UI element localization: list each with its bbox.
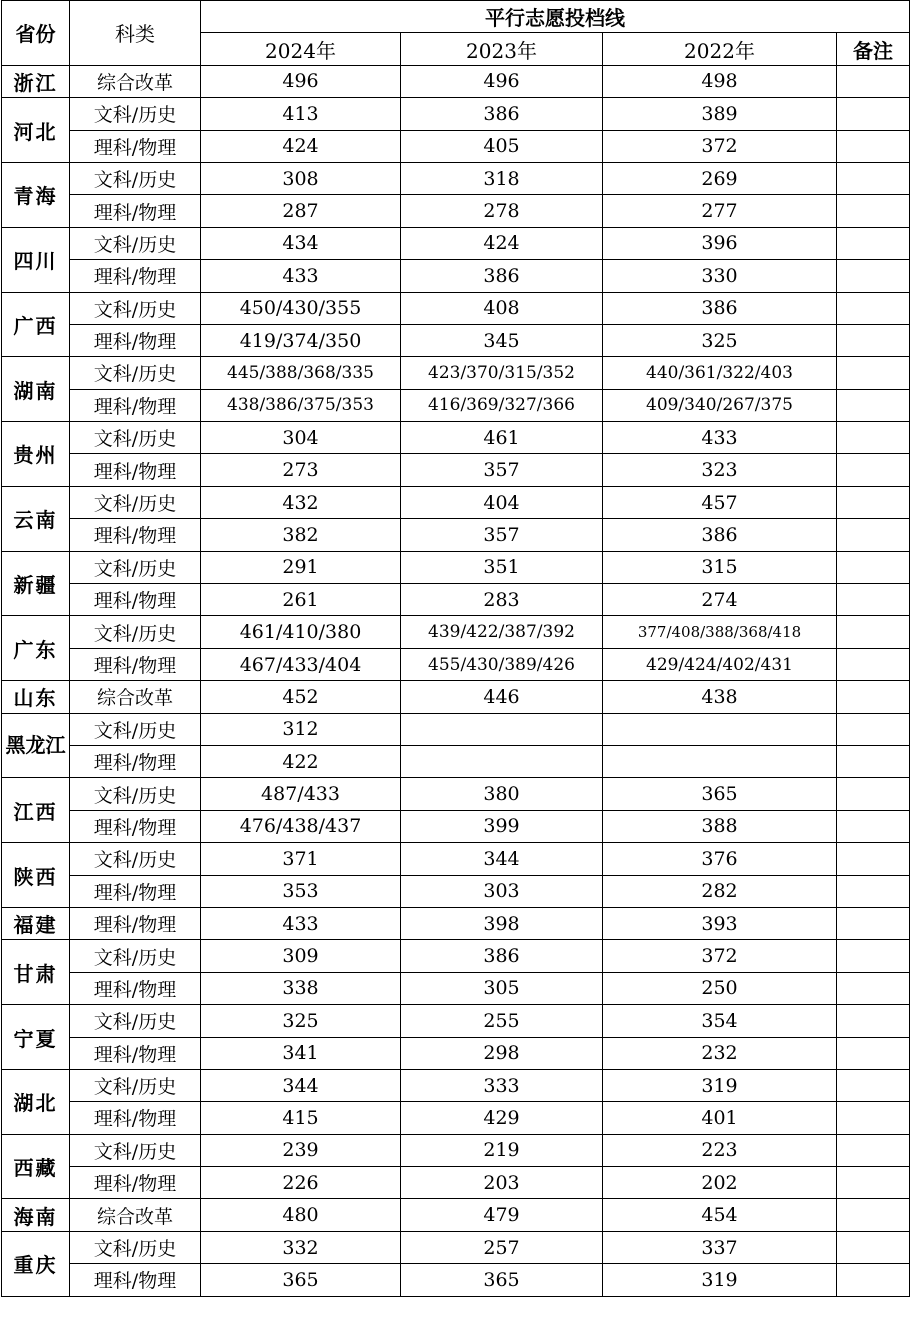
notes-cell (837, 745, 910, 777)
score-cell-2024: 496 (201, 65, 401, 97)
score-cell-2023: 496 (401, 65, 603, 97)
category-cell: 理科/物理 (70, 519, 201, 551)
score-cell-2024: 433 (201, 260, 401, 292)
category-cell: 理科/物理 (70, 1264, 201, 1296)
header-year-2024: 2024年 (201, 33, 401, 65)
score-cell-2022: 389 (603, 98, 837, 130)
score-cell-2024: 273 (201, 454, 401, 486)
table-row (2, 292, 910, 324)
notes-cell (837, 1199, 910, 1231)
score-cell-2022: 454 (603, 1199, 837, 1231)
notes-cell (837, 1037, 910, 1069)
header-row-1 (2, 1, 910, 33)
score-cell-2024: 432 (201, 486, 401, 518)
notes-cell (837, 357, 910, 389)
category-cell: 理科/物理 (70, 195, 201, 227)
score-cell-2022: 376 (603, 843, 837, 875)
score-cell-2024: 239 (201, 1134, 401, 1166)
table-row (2, 162, 910, 194)
notes-cell (837, 551, 910, 583)
province-cell: 湖北 (2, 1069, 70, 1134)
score-cell-2022: 440/361/322/403 (603, 357, 837, 389)
table-row (2, 1167, 910, 1199)
table-row (2, 98, 910, 130)
table-row (2, 1231, 910, 1263)
score-cell-2022: 396 (603, 227, 837, 259)
table-row (2, 972, 910, 1004)
table-row (2, 227, 910, 259)
table-row (2, 778, 910, 810)
category-cell: 理科/物理 (70, 584, 201, 616)
table-row (2, 616, 910, 648)
score-cell-2022: 319 (603, 1069, 837, 1101)
score-cell-2023: 408 (401, 292, 603, 324)
category-cell: 理科/物理 (70, 875, 201, 907)
table-body (2, 65, 910, 1296)
category-cell: 理科/物理 (70, 130, 201, 162)
score-cell-2024: 382 (201, 519, 401, 551)
category-cell: 理科/物理 (70, 260, 201, 292)
table-row (2, 1069, 910, 1101)
notes-cell (837, 195, 910, 227)
score-cell-2023: 219 (401, 1134, 603, 1166)
score-cell-2024: 413 (201, 98, 401, 130)
notes-cell (837, 1231, 910, 1263)
notes-cell (837, 1134, 910, 1166)
score-cell-2022: 274 (603, 584, 837, 616)
score-cell-2024: 480 (201, 1199, 401, 1231)
score-cell-2022: 429/424/402/431 (603, 648, 837, 680)
score-cell-2022: 319 (603, 1264, 837, 1296)
notes-cell (837, 713, 910, 745)
province-cell: 青海 (2, 162, 70, 227)
score-cell-2024: 341 (201, 1037, 401, 1069)
category-cell: 文科/历史 (70, 422, 201, 454)
category-cell: 文科/历史 (70, 616, 201, 648)
score-cell-2024: 365 (201, 1264, 401, 1296)
score-cell-2024: 325 (201, 1005, 401, 1037)
table-row (2, 584, 910, 616)
score-cell-2022: 330 (603, 260, 837, 292)
score-cell-2024: 308 (201, 162, 401, 194)
notes-cell (837, 519, 910, 551)
notes-cell (837, 681, 910, 713)
notes-cell (837, 1264, 910, 1296)
category-cell: 文科/历史 (70, 227, 201, 259)
score-cell-2024: 450/430/355 (201, 292, 401, 324)
score-cell-2022: 498 (603, 65, 837, 97)
score-cell-2023: 439/422/387/392 (401, 616, 603, 648)
score-cell-2023 (401, 745, 603, 777)
province-cell: 黑龙江 (2, 713, 70, 778)
score-cell-2023: 318 (401, 162, 603, 194)
score-cell-2022 (603, 745, 837, 777)
score-cell-2023: 380 (401, 778, 603, 810)
notes-cell (837, 972, 910, 1004)
table-row (2, 1199, 910, 1231)
notes-cell (837, 227, 910, 259)
score-cell-2022: 457 (603, 486, 837, 518)
score-cell-2024: 291 (201, 551, 401, 583)
score-cell-2024: 422 (201, 745, 401, 777)
score-cell-2022: 250 (603, 972, 837, 1004)
table-row (2, 1134, 910, 1166)
notes-cell (837, 778, 910, 810)
score-cell-2023: 479 (401, 1199, 603, 1231)
score-cell-2022: 386 (603, 519, 837, 551)
score-cell-2023: 257 (401, 1231, 603, 1263)
province-cell: 福建 (2, 907, 70, 939)
score-cell-2023: 386 (401, 260, 603, 292)
province-cell: 重庆 (2, 1231, 70, 1296)
notes-cell (837, 324, 910, 356)
category-cell: 文科/历史 (70, 357, 201, 389)
category-cell: 理科/物理 (70, 389, 201, 421)
table-row (2, 65, 910, 97)
province-cell: 湖南 (2, 357, 70, 422)
score-cell-2023: 365 (401, 1264, 603, 1296)
score-cell-2024: 434 (201, 227, 401, 259)
score-cell-2023: 298 (401, 1037, 603, 1069)
province-cell: 河北 (2, 98, 70, 163)
notes-cell (837, 260, 910, 292)
score-cell-2022: 401 (603, 1102, 837, 1134)
score-cell-2024: 353 (201, 875, 401, 907)
province-cell: 山东 (2, 681, 70, 713)
category-cell: 综合改革 (70, 1199, 201, 1231)
score-cell-2023: 399 (401, 810, 603, 842)
score-cell-2023: 303 (401, 875, 603, 907)
score-cell-2023: 278 (401, 195, 603, 227)
table-row (2, 940, 910, 972)
score-cell-2023 (401, 713, 603, 745)
category-cell: 文科/历史 (70, 1134, 201, 1166)
score-cell-2022: 269 (603, 162, 837, 194)
category-cell: 文科/历史 (70, 162, 201, 194)
notes-cell (837, 65, 910, 97)
table-row (2, 389, 910, 421)
score-cell-2024: 304 (201, 422, 401, 454)
province-cell: 江西 (2, 778, 70, 843)
category-cell: 理科/物理 (70, 810, 201, 842)
score-cell-2024: 461/410/380 (201, 616, 401, 648)
category-cell: 理科/物理 (70, 454, 201, 486)
table-row (2, 130, 910, 162)
score-cell-2022: 409/340/267/375 (603, 389, 837, 421)
score-cell-2022: 433 (603, 422, 837, 454)
score-cell-2023: 416/369/327/366 (401, 389, 603, 421)
province-cell: 广东 (2, 616, 70, 681)
table-row (2, 1102, 910, 1134)
table-row (2, 843, 910, 875)
category-cell: 理科/物理 (70, 1167, 201, 1199)
table-row (2, 195, 910, 227)
header-notes: 备注 (837, 33, 910, 65)
notes-cell (837, 162, 910, 194)
header-province: 省份 (2, 1, 70, 66)
table-row (2, 681, 910, 713)
score-cell-2024: 438/386/375/353 (201, 389, 401, 421)
notes-cell (837, 389, 910, 421)
province-cell: 陕西 (2, 843, 70, 908)
score-cell-2023: 429 (401, 1102, 603, 1134)
score-cell-2024: 309 (201, 940, 401, 972)
score-cell-2023: 345 (401, 324, 603, 356)
score-cell-2023: 344 (401, 843, 603, 875)
score-cell-2022: 377/408/388/368/418 (603, 616, 837, 648)
score-cell-2023: 405 (401, 130, 603, 162)
score-cell-2022: 315 (603, 551, 837, 583)
table-row (2, 519, 910, 551)
category-cell: 文科/历史 (70, 551, 201, 583)
notes-cell (837, 1102, 910, 1134)
score-cell-2023: 455/430/389/426 (401, 648, 603, 680)
header-group: 平行志愿投档线 (201, 1, 910, 33)
score-cell-2024: 419/374/350 (201, 324, 401, 356)
notes-cell (837, 584, 910, 616)
score-cell-2024: 312 (201, 713, 401, 745)
province-cell: 宁夏 (2, 1005, 70, 1070)
category-cell: 理科/物理 (70, 648, 201, 680)
notes-cell (837, 1167, 910, 1199)
score-cell-2022: 323 (603, 454, 837, 486)
score-cell-2023: 398 (401, 907, 603, 939)
category-cell: 文科/历史 (70, 778, 201, 810)
category-cell: 文科/历史 (70, 940, 201, 972)
table-row (2, 907, 910, 939)
notes-cell (837, 292, 910, 324)
table-row (2, 486, 910, 518)
category-cell: 文科/历史 (70, 1005, 201, 1037)
province-cell: 四川 (2, 227, 70, 292)
category-cell: 理科/物理 (70, 1037, 201, 1069)
category-cell: 文科/历史 (70, 713, 201, 745)
score-cell-2024: 371 (201, 843, 401, 875)
header-year-2023: 2023年 (401, 33, 603, 65)
score-cell-2024: 226 (201, 1167, 401, 1199)
header-category: 科类 (70, 1, 201, 66)
score-cell-2024: 467/433/404 (201, 648, 401, 680)
score-cell-2022: 232 (603, 1037, 837, 1069)
score-cell-2022: 354 (603, 1005, 837, 1037)
score-cell-2022: 325 (603, 324, 837, 356)
score-cell-2022: 388 (603, 810, 837, 842)
score-cell-2024: 287 (201, 195, 401, 227)
score-cell-2023: 423/370/315/352 (401, 357, 603, 389)
category-cell: 综合改革 (70, 681, 201, 713)
category-cell: 理科/物理 (70, 324, 201, 356)
notes-cell (837, 810, 910, 842)
score-cell-2022: 372 (603, 130, 837, 162)
score-cell-2024: 476/438/437 (201, 810, 401, 842)
table-row (2, 1005, 910, 1037)
table-row (2, 260, 910, 292)
score-cell-2022: 223 (603, 1134, 837, 1166)
category-cell: 理科/物理 (70, 972, 201, 1004)
table-row (2, 713, 910, 745)
score-cell-2023: 461 (401, 422, 603, 454)
table-row (2, 551, 910, 583)
score-cell-2024: 433 (201, 907, 401, 939)
notes-cell (837, 1069, 910, 1101)
score-cell-2023: 283 (401, 584, 603, 616)
score-cell-2022: 337 (603, 1231, 837, 1263)
score-cell-2024: 445/388/368/335 (201, 357, 401, 389)
score-cell-2023: 446 (401, 681, 603, 713)
category-cell: 文科/历史 (70, 486, 201, 518)
score-cell-2022: 372 (603, 940, 837, 972)
notes-cell (837, 486, 910, 518)
score-cell-2024: 261 (201, 584, 401, 616)
admission-score-table (1, 0, 910, 1297)
category-cell: 理科/物理 (70, 907, 201, 939)
score-cell-2023: 333 (401, 1069, 603, 1101)
score-cell-2024: 344 (201, 1069, 401, 1101)
score-cell-2023: 305 (401, 972, 603, 1004)
notes-cell (837, 907, 910, 939)
province-cell: 西藏 (2, 1134, 70, 1199)
score-cell-2023: 357 (401, 454, 603, 486)
score-cell-2022: 438 (603, 681, 837, 713)
category-cell: 文科/历史 (70, 843, 201, 875)
notes-cell (837, 422, 910, 454)
province-cell: 云南 (2, 486, 70, 551)
score-cell-2022: 277 (603, 195, 837, 227)
score-cell-2022: 282 (603, 875, 837, 907)
notes-cell (837, 1005, 910, 1037)
score-cell-2023: 386 (401, 940, 603, 972)
score-cell-2023: 404 (401, 486, 603, 518)
category-cell: 理科/物理 (70, 1102, 201, 1134)
score-cell-2022: 365 (603, 778, 837, 810)
notes-cell (837, 648, 910, 680)
table-row (2, 422, 910, 454)
score-cell-2022: 386 (603, 292, 837, 324)
score-cell-2023: 203 (401, 1167, 603, 1199)
score-cell-2023: 351 (401, 551, 603, 583)
province-cell: 浙江 (2, 65, 70, 97)
score-cell-2024: 424 (201, 130, 401, 162)
score-cell-2022 (603, 713, 837, 745)
category-cell: 文科/历史 (70, 1231, 201, 1263)
score-cell-2023: 424 (401, 227, 603, 259)
table-row (2, 648, 910, 680)
province-cell: 广西 (2, 292, 70, 357)
province-cell: 贵州 (2, 422, 70, 487)
notes-cell (837, 616, 910, 648)
score-cell-2024: 452 (201, 681, 401, 713)
category-cell: 综合改革 (70, 65, 201, 97)
notes-cell (837, 98, 910, 130)
table-row (2, 745, 910, 777)
notes-cell (837, 454, 910, 486)
score-cell-2023: 255 (401, 1005, 603, 1037)
category-cell: 文科/历史 (70, 98, 201, 130)
score-cell-2024: 338 (201, 972, 401, 1004)
notes-cell (837, 843, 910, 875)
notes-cell (837, 940, 910, 972)
table-row (2, 875, 910, 907)
notes-cell (837, 875, 910, 907)
table-row (2, 454, 910, 486)
table-row (2, 357, 910, 389)
table-row (2, 324, 910, 356)
notes-cell (837, 130, 910, 162)
score-cell-2024: 332 (201, 1231, 401, 1263)
category-cell: 文科/历史 (70, 1069, 201, 1101)
table-row (2, 1264, 910, 1296)
score-cell-2023: 386 (401, 98, 603, 130)
score-cell-2022: 202 (603, 1167, 837, 1199)
province-cell: 新疆 (2, 551, 70, 616)
table-row (2, 1037, 910, 1069)
score-cell-2023: 357 (401, 519, 603, 551)
category-cell: 文科/历史 (70, 292, 201, 324)
score-cell-2024: 487/433 (201, 778, 401, 810)
category-cell: 理科/物理 (70, 745, 201, 777)
header-year-2022: 2022年 (603, 33, 837, 65)
score-cell-2024: 415 (201, 1102, 401, 1134)
table-row (2, 810, 910, 842)
province-cell: 甘肃 (2, 940, 70, 1005)
score-cell-2022: 393 (603, 907, 837, 939)
province-cell: 海南 (2, 1199, 70, 1231)
